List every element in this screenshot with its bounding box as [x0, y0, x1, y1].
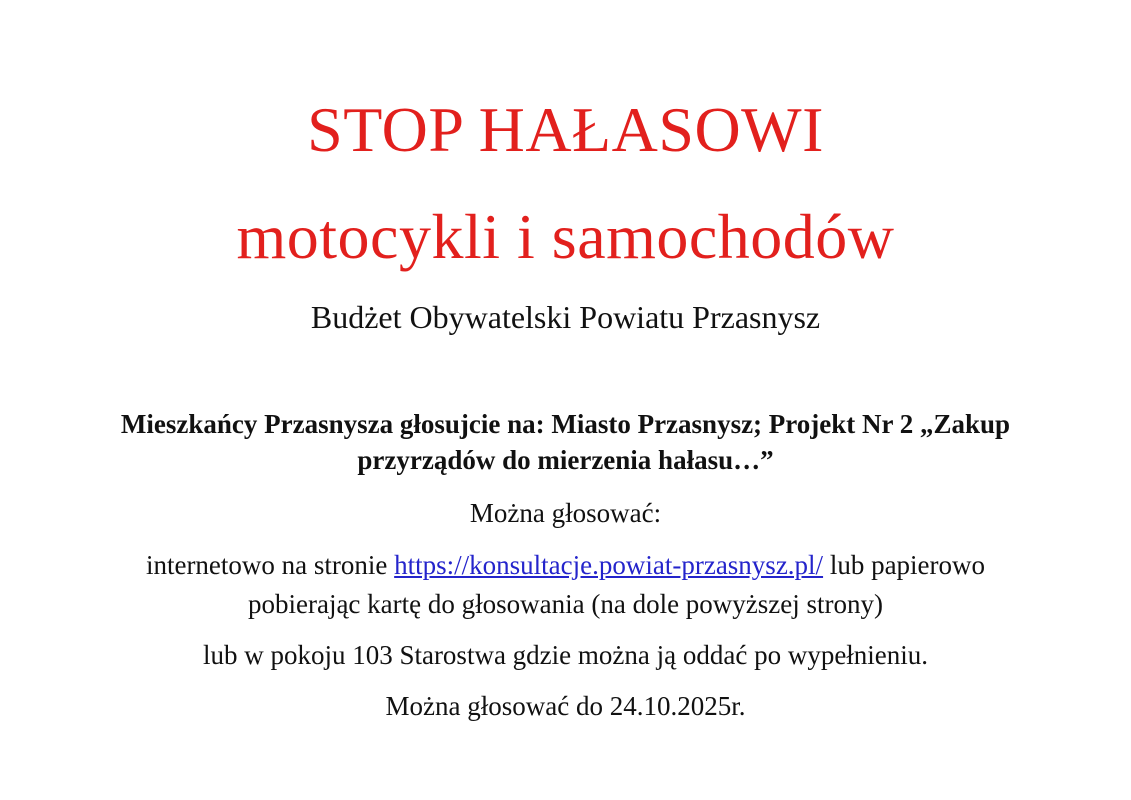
- poster-subtitle: Budżet Obywatelski Powiatu Przasnysz: [310, 299, 821, 336]
- consultation-site-link[interactable]: https://konsultacje.powiat-przasnysz.pl/: [394, 549, 824, 580]
- poster-title-line-2: motocykli i samochodów: [236, 201, 895, 273]
- poster-title-line-1: STOP HAŁASOWI: [307, 94, 824, 165]
- deadline-paragraph: Można głosować do 24.10.2025r.: [385, 691, 746, 722]
- online-voting-paragraph: [116, 546, 1016, 624]
- vote-options-heading: Można głosować:: [469, 498, 662, 529]
- voting-callout: Mieszkańcy Przasnysza głosujcie na: Miasto Przasnysz; Projekt Nr 2 „Zakup przyrządów do mierzenia hałasu…”: [120, 409, 1011, 475]
- online-voting-text-before: internetowo na stronie: [145, 549, 395, 580]
- online-voting-text-after: lub papierowo pobierając kartę do głosowania (na dole powyższej strony): [247, 549, 986, 619]
- office-voting-paragraph: lub w pokoju 103 Starostwa gdzie można ją oddać po wypełnieniu.: [202, 639, 929, 670]
